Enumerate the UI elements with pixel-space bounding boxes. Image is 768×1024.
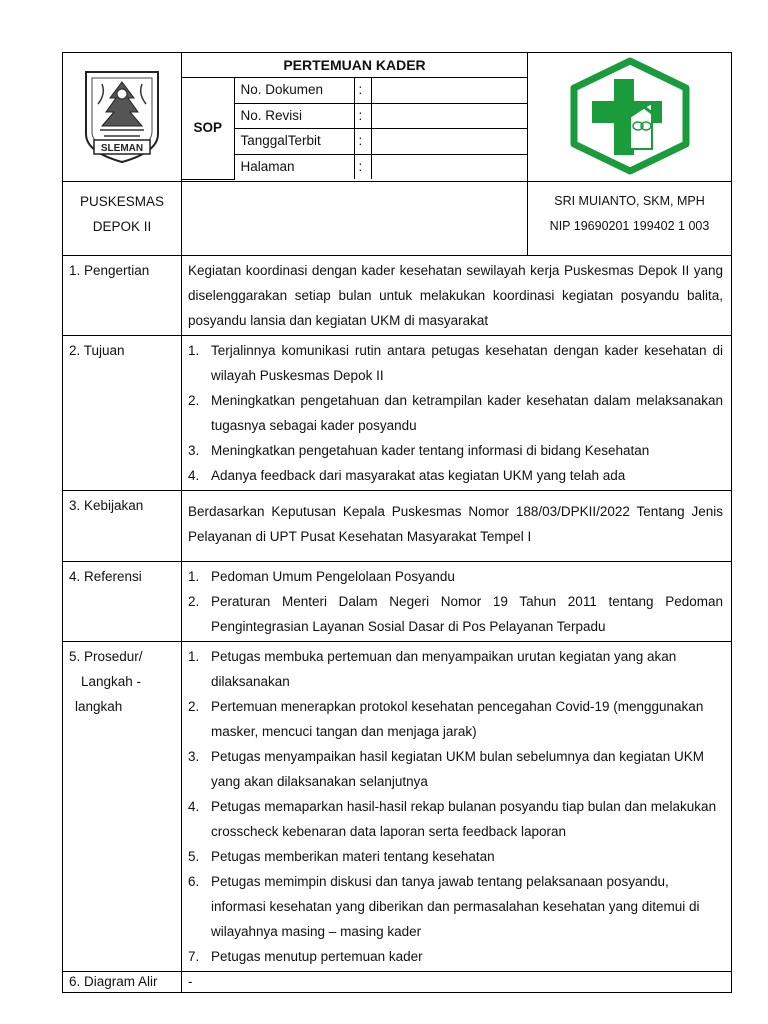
puskesmas-logo-cell (528, 53, 732, 182)
section-label-tujuan: 2. Tujuan (63, 336, 182, 491)
meta-sep: : (354, 129, 371, 155)
organization-cell (63, 182, 182, 256)
section-content-pengertian: Kegiatan koordinasi dengan kader kesehatan sewilayah kerja Puskesmas Depok II yang diselenggarakan setiap bulan untuk melakukan koordinasi kegiatan posyandu balita, posyandu lansia dan kegiatan UKM di masyarakat (182, 256, 732, 336)
meta-sep: : (354, 78, 371, 104)
list-item: 7. Petugas menutup pertemuan kader (188, 949, 423, 964)
meta-sep: : (354, 103, 371, 129)
page-title: PERTEMUAN KADER (283, 57, 426, 73)
meta-sep: : (354, 154, 371, 179)
meta-label-halaman: Halaman (234, 154, 354, 179)
referensi-list (188, 564, 723, 639)
section-content-kebijakan: Berdasarkan Keputusan Kepala Puskesmas Nomor 188/03/DPKII/2022 Tentang Jenis Pelayanan di UPT Pusat Kesehatan Masyarakat Tempel I (182, 491, 732, 562)
prosedur-list (188, 644, 723, 969)
sop-table (62, 52, 732, 993)
sleman-emblem-icon (76, 64, 168, 168)
list-item: 4. Petugas memaparkan hasil-hasil rekap bulanan posyandu tiap bulan dan melakukan crosscheck kebenaran data laporan serta feedback laporan (188, 799, 717, 839)
meta-label-revisi: No. Revisi (234, 103, 354, 129)
sop-document (62, 52, 731, 993)
list-item: 4. Adanya feedback dari masyarakat atas kegiatan UKM yang telah ada (188, 468, 626, 483)
signer-cell (528, 182, 732, 256)
header-center-cell (182, 53, 528, 182)
section-content-tujuan (182, 336, 732, 491)
list-item: 2. Pertemuan menerapkan protokol kesehatan pencegahan Covid-19 (menggunakan masker, mencuci tangan dan menjaga jarak) (188, 699, 704, 739)
section-content-prosedur (182, 642, 732, 972)
list-item: 3. Petugas menyampaikan hasil kegiatan UKM bulan sebelumnya dan kegiatan UKM yang akan dilaksanakan selanjutnya (188, 749, 705, 789)
section-label-diagram: 6. Diagram Alir (63, 972, 182, 993)
signer-nip: NIP 19690201 199402 1 003 (549, 219, 710, 233)
section-label-pengertian: 1. Pengertian (63, 256, 182, 336)
list-item: 6. Petugas memimpin diskusi dan tanya jawab tentang pelaksanaan posyandu, informasi kesehatan yang diberikan dan permasalahan kesehatan yang ditemui di wilayahnya masing – masing kader (188, 874, 700, 939)
section-content-diagram: - (182, 972, 732, 993)
sleman-logo-text: SLEMAN (100, 142, 144, 154)
sleman-logo-cell (63, 53, 182, 182)
list-item: 5. Petugas memberikan materi tentang kesehatan (188, 849, 495, 864)
meta-value-dokumen (371, 78, 527, 104)
list-item: 1. Pedoman Umum Pengelolaan Posyandu (188, 569, 455, 584)
section-content-referensi (182, 562, 732, 642)
org-name-line1: PUSKESMAS (79, 194, 165, 209)
sop-label: SOP (182, 78, 234, 180)
meta-value-tanggal (371, 129, 527, 155)
section-label-prosedur: 5. Prosedur/ Langkah - langkah (63, 642, 182, 972)
list-item: 1. Terjalinnya komunikasi rutin antara petugas kesehatan dengan kader kesehatan di wilayah Puskesmas Depok II (188, 343, 723, 383)
list-item: 2. Meningkatkan pengetahuan dan ketrampilan kader kesehatan dalam melaksanakan tugasnya sebagai kader posyandu (188, 393, 723, 433)
section-label-referensi: 4. Referensi (63, 562, 182, 642)
meta-value-revisi (371, 103, 527, 129)
meta-value-halaman (371, 154, 527, 179)
signer-name: SRI MUIANTO, SKM, MPH (554, 194, 705, 208)
list-item: 3. Meningkatkan pengetahuan kader tentang informasi di bidang Kesehatan (188, 443, 650, 458)
section-label-kebijakan: 3. Kebijakan (63, 491, 182, 562)
tujuan-list (188, 338, 723, 488)
meta-label-dokumen: No. Dokumen (234, 78, 354, 104)
meta-label-tanggal: TanggalTerbit (234, 129, 354, 155)
document-meta-table (182, 77, 527, 180)
puskesmas-logo-icon (568, 57, 692, 175)
list-item: 2. Peraturan Menteri Dalam Negeri Nomor 19 Tahun 2011 tentang Pedoman Pengintegrasian Layanan Sosial Dasar di Pos Pelayanan Terpadu (188, 594, 723, 634)
org-name-line2: DEPOK II (92, 219, 152, 234)
list-item: 1. Petugas membuka pertemuan dan menyampaikan urutan kegiatan yang akan dilaksanakan (188, 649, 677, 689)
identity-blank-cell (182, 182, 528, 256)
